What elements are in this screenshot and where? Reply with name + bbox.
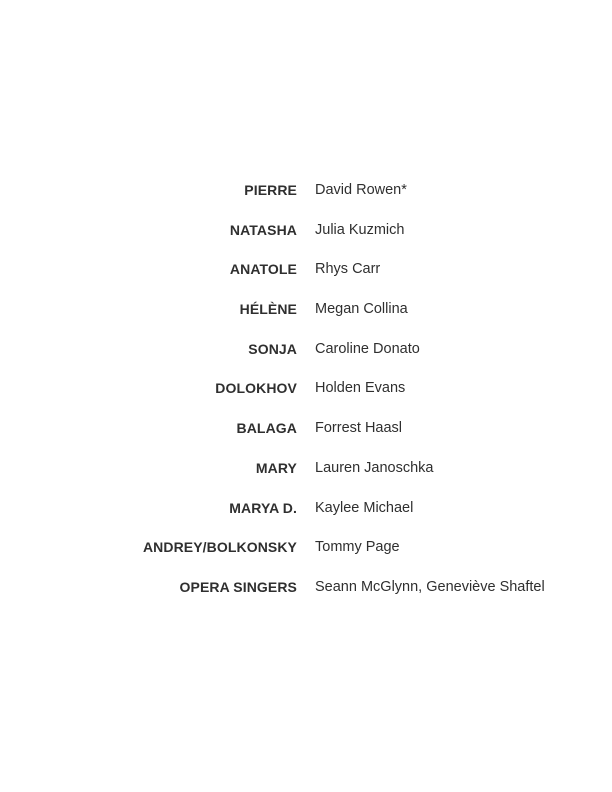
cast-list <box>0 178 612 615</box>
cast-row-mary <box>0 456 612 496</box>
role-name: OPERA SINGERS <box>179 578 297 595</box>
performer-name: Seann McGlynn, Geneviève Shaftel <box>315 578 545 595</box>
role-name: MARY <box>255 459 297 476</box>
performer-name: Kaylee Michael <box>315 499 414 516</box>
cast-row-marya-d <box>0 496 612 536</box>
role-name: SONJA <box>248 340 297 357</box>
cast-row-opera-singers <box>0 575 612 615</box>
role-name: DOLOKHOV <box>215 380 297 397</box>
cast-row-sonja <box>0 337 612 377</box>
cast-row-helene <box>0 297 612 337</box>
cast-row-anatole <box>0 257 612 297</box>
performer-name: Forrest Haasl <box>315 420 403 437</box>
performer-name: Holden Evans <box>315 380 406 397</box>
role-name: PIERRE <box>244 182 297 198</box>
role-name: MARYA D. <box>229 499 297 516</box>
cast-row-pierre <box>0 178 612 218</box>
performer-name: Caroline Donato <box>315 340 420 357</box>
role-name: BALAGA <box>236 420 297 437</box>
role-name: ANATOLE <box>229 261 297 278</box>
role-name: ANDREY/BOLKONSKY <box>142 539 297 556</box>
performer-name: Megan Collina <box>315 301 408 318</box>
cast-row-dolokhov <box>0 376 612 416</box>
performer-name: Rhys Carr <box>315 261 381 278</box>
cast-row-natasha <box>0 218 612 258</box>
performer-name: David Rowen* <box>315 182 407 198</box>
role-name: NATASHA <box>229 221 297 238</box>
performer-name: Lauren Janoschka <box>315 459 434 476</box>
performer-name: Tommy Page <box>315 539 400 556</box>
cast-row-andrey-bolkonsky <box>0 535 612 575</box>
performer-name: Julia Kuzmich <box>315 221 405 238</box>
cast-row-balaga <box>0 416 612 456</box>
role-name: HÉLÈNE <box>239 301 297 318</box>
